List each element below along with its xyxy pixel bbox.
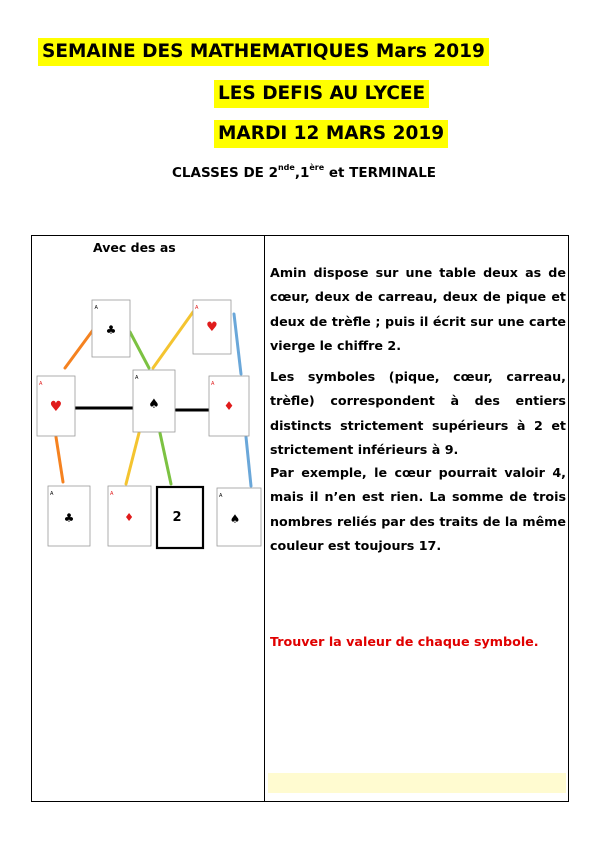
- title-challenges: LES DEFIS AU LYCEE: [214, 80, 429, 108]
- card-spade-middle: [133, 370, 175, 432]
- svg-text:A: A: [211, 381, 215, 387]
- puzzle-paragraph-setup: Amin dispose sur une table deux as de cœur, deux de carreau, deux de pique et deux de trèfle ; puis il écrit sur une carte vierge le chiffre 2.: [270, 265, 566, 353]
- svg-text:A: A: [39, 381, 43, 387]
- classes-line: CLASSES DE 2nde,1ère et TERMINALE: [172, 163, 437, 181]
- puzzle-paragraph-condition: Par exemple, le cœur pourrait valoir 4, mais il n’en est rien. La somme de trois nombres reliés par des traits de la même couleur est toujours 17.: [270, 465, 566, 553]
- yellow-line-upper: [153, 312, 193, 368]
- svg-text:♠: ♠: [229, 512, 241, 526]
- column-divider: [264, 235, 265, 802]
- blue-line-upper: [234, 314, 241, 374]
- svg-text:♥: ♥: [206, 320, 218, 335]
- card-diamond-bottom: [108, 486, 151, 546]
- blank-card-value: 2: [172, 510, 182, 525]
- green-line-lower: [160, 433, 171, 484]
- diagram-heading: Avec des as: [93, 240, 176, 255]
- title-date: MARDI 12 MARS 2019: [214, 120, 448, 148]
- orange-line-lower: [56, 437, 63, 482]
- card-diamond-middle: [209, 376, 249, 436]
- svg-text:A: A: [110, 491, 114, 497]
- blue-line-lower: [246, 437, 251, 486]
- svg-text:A: A: [219, 493, 223, 499]
- svg-text:♦: ♦: [223, 399, 235, 413]
- puzzle-paragraph-rules: Les symboles (pique, cœur, carreau, trèfle) correspondent à des entiers distincts strictement supérieurs à 2 et strictement inférieurs à 9.: [270, 369, 566, 457]
- card-club-top: [92, 300, 130, 357]
- title-week: SEMAINE DES MATHEMATIQUES Mars 2019: [38, 38, 489, 66]
- yellow-line-lower: [126, 433, 139, 484]
- svg-text:♠: ♠: [148, 397, 160, 412]
- card-heart-top: [193, 300, 231, 354]
- svg-text:♦: ♦: [124, 511, 134, 524]
- card-heart-middle: [37, 376, 75, 436]
- svg-text:♥: ♥: [49, 399, 63, 415]
- svg-text:A: A: [135, 375, 139, 381]
- svg-text:A: A: [50, 491, 54, 497]
- svg-text:A: A: [94, 305, 98, 311]
- svg-text:♣: ♣: [105, 323, 117, 337]
- orange-line-upper: [65, 330, 93, 368]
- green-line-upper: [130, 332, 149, 368]
- blank-card-two: [157, 487, 203, 548]
- svg-text:♣: ♣: [63, 511, 75, 525]
- svg-text:A: A: [195, 305, 199, 311]
- card-spade-bottom: [217, 488, 261, 546]
- card-club-bottom: [48, 486, 90, 546]
- answer-strip: [268, 773, 566, 793]
- aces-diagram: [31, 290, 264, 560]
- puzzle-task: Trouver la valeur de chaque symbole.: [270, 634, 539, 649]
